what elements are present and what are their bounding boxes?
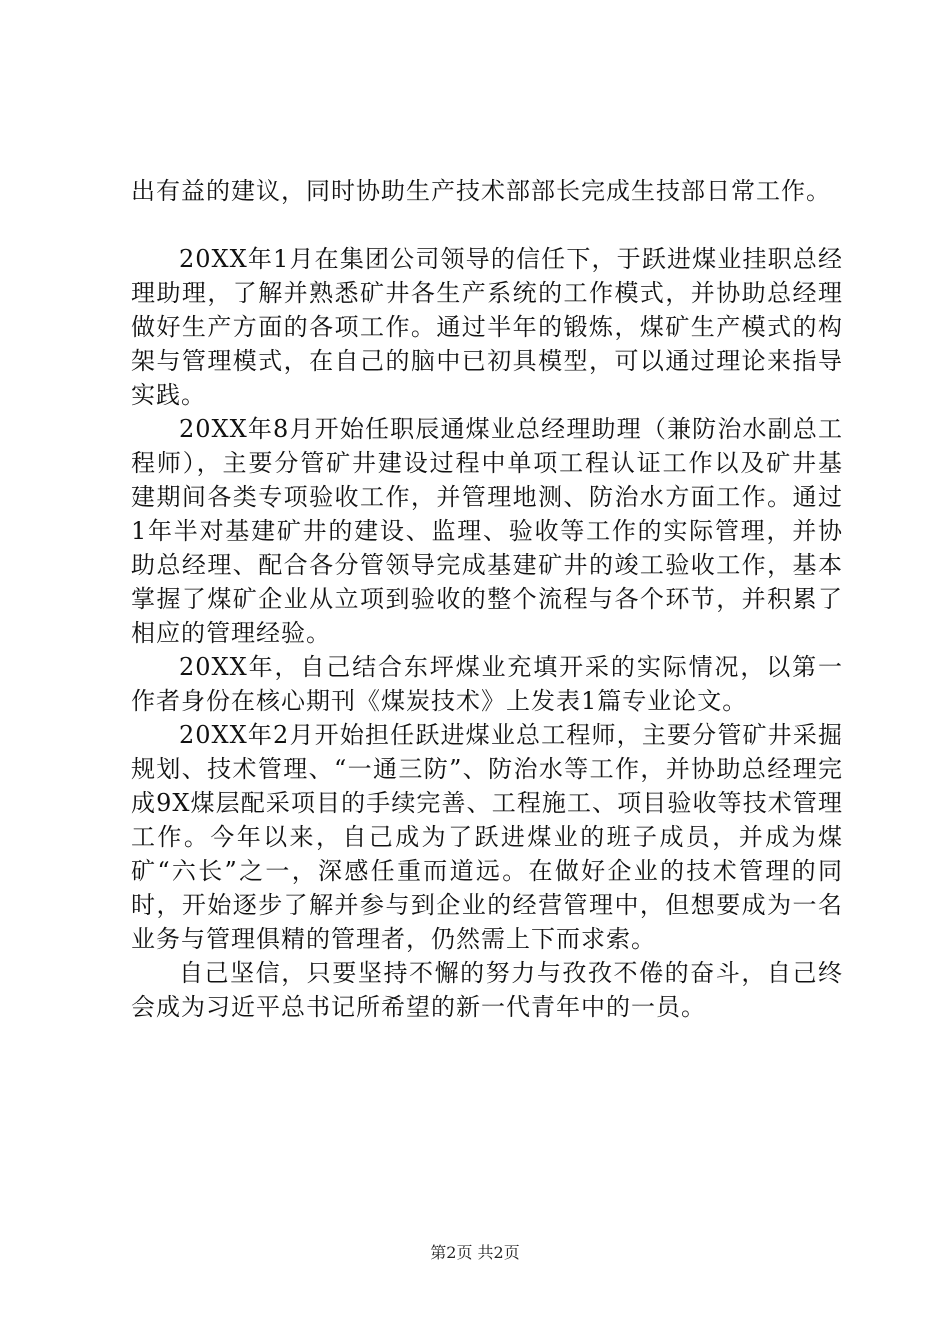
paragraph: 20XX年8月开始任职辰通煤业总经理助理（兼防治水副总工程师），主要分管矿井建设过程中单项工程认证工作以及矿井基建期间各类专项验收工作，并管理地测、防治水方面工作。通过1年半对基建矿井的建设、监理、验收等工作的实际管理，并协助总经理、配合各分管领导完成基建矿井的竣工验收工作，基本掌握了煤矿企业从立项到验收的整个流程与各个环节，并积累了相应的管理经验。 (131, 415, 843, 647)
paragraph: 20XX年1月在集团公司领导的信任下，于跃进煤业挂职总经理助理，了解并熟悉矿井各生产系统的工作模式，并协助总经理做好生产方面的各项工作。通过半年的锻炼，煤矿生产模式的构架与管理模式，在自己的脑中已初具模型，可以通过理论来指导实践。 (131, 245, 843, 409)
document-body (131, 174, 843, 1024)
paragraph: 20XX年2月开始担任跃进煤业总工程师，主要分管矿井采掘规划、技术管理、“一通三防”、防治水等工作，并协助总经理完成9X煤层配采项目的手续完善、工程施工、项目验收等技术管理工作。今年以来，自己成为了跃进煤业的班子成员，并成为煤矿“六长”之一，深感任重而道远。在做好企业的技术管理的同时，开始逐步了解并参与到企业的经营管理中，但想要成为一名业务与管理俱精的管理者，仍然需上下而求索。 (131, 721, 843, 953)
page-number-footer: 第2页 共2页 (430, 1243, 520, 1262)
paragraph-gap (131, 208, 843, 242)
paragraph: 20XX年，自己结合东坪煤业充填开采的实际情况，以第一作者身份在核心期刊《煤炭技术》上发表1篇专业论文。 (131, 653, 843, 715)
paragraph: 自己坚信，只要坚持不懈的努力与孜孜不倦的奋斗，自己终会成为习近平总书记所希望的新一代青年中的一员。 (131, 959, 843, 1021)
paragraph-continuation: 出有益的建议，同时协助生产技术部部长完成生技部日常工作。 (131, 177, 831, 205)
